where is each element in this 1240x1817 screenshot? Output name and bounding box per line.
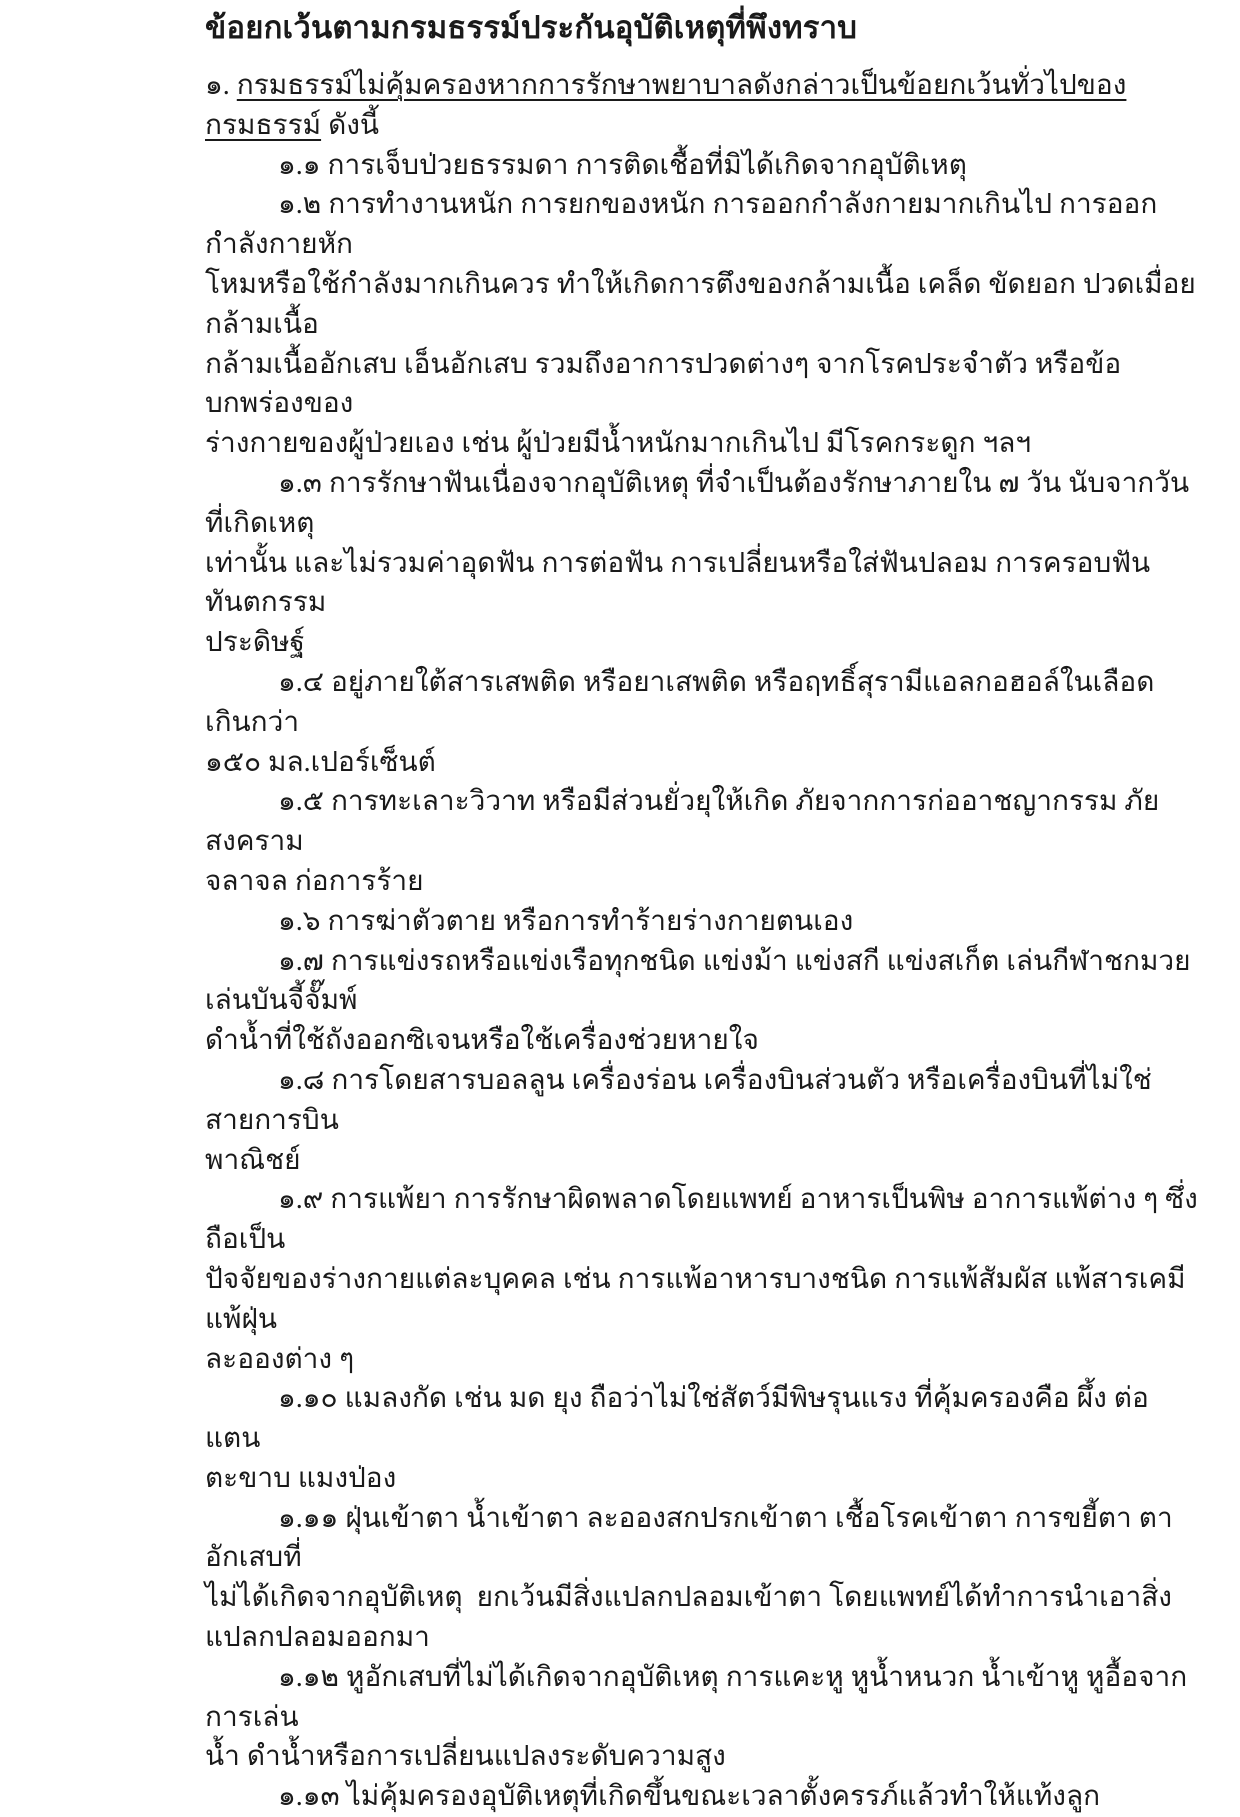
item-text-line: ๑.๑๓ ไม่คุ้มครองอุบัติเหตุที่เกิดขึ้นขณะเวลาตั้งครรภ์แล้วทำให้แท้งลูก [278,1781,1101,1813]
item-text-line: โหมหรือใช้กำลังมากเกินควร ทำให้เกิดการตึงของกล้ามเนื้อ เคล็ด ขัดยอก ปวดเมื่อยกล้ามเนื้อ [205,268,1196,340]
intro-underlined-text: กรมธรรม์ไม่คุ้มครองหากการรักษาพยาบาลดังกล่าวเป็นข้อยกเว้นทั่วไปของกรมธรรม์ [205,70,1127,141]
item-text-line: ๑.๘ การโดยสารบอลลูน เครื่องร่อน เครื่องบินส่วนตัว หรือเครื่องบินที่ไม่ใช่สายการบิน [205,1064,1152,1136]
exclusion-item-13 [205,1777,1200,1817]
item-text-line: ดำน้ำที่ใช้ถังออกซิเจนหรือใช้เครื่องช่วยหายใจ [205,1025,759,1057]
exclusion-item-12 [205,1658,1200,1777]
item-text-line: ๑.๕ การทะเลาะวิวาท หรือมีส่วนยั่วยุให้เกิด ภัยจากการก่ออาชญากรรม ภัยสงคราม [205,786,1160,858]
exclusion-items-list [205,146,1200,1817]
intro-paragraph [205,66,1200,146]
exclusion-item-2 [205,185,1200,464]
page-title: ข้อยกเว้นตามกรมธรรม์ประกันอุบัติเหตุที่พึงทราบ [205,10,858,45]
item-text-line: พาณิชย์ [205,1144,301,1176]
item-text-line: ๑.๑๑ ฝุ่นเข้าตา น้ำเข้าตา ละอองสกปรกเข้าตา เชื้อโรคเข้าตา การขยี้ตา ตาอักเสบที่ [205,1502,1173,1574]
item-text-line: เท่านั้น และไม่รวมค่าอุดฟัน การต่อฟัน การเปลี่ยนหรือใส่ฟันปลอม การครอบฟัน ทันตกรรม [205,547,1158,619]
exclusion-item-6 [205,902,1200,942]
item-text-line: ๑.๑๐ แมลงกัด เช่น มด ยุง ถือว่าไม่ใช่สัตว์มีพิษรุนแรง ที่คุ้มครองคือ ผึ้ง ต่อ แตน [205,1383,1156,1455]
item-text-line: ๑๕๐ มล.เปอร์เซ็นต์ [205,746,436,778]
exclusion-item-4 [205,663,1200,782]
item-text-line: ๑.๙ การแพ้ยา การรักษาผิดพลาดโดยแพทย์ อาหารเป็นพิษ อาการแพ้ต่าง ๆ ซึ่งถือเป็น [205,1184,1198,1256]
item-text-line: ๑.๗ การแข่งรถหรือแข่งเรือทุกชนิด แข่งม้า แข่งสกี แข่งสเก็ต เล่นกีฬาชกมวย เล่นบันจี้จั๊มพ์ [205,945,1198,1017]
document-body [205,66,1200,1817]
intro-suffix: ดังนี้ [321,109,380,141]
exclusion-item-5 [205,782,1200,901]
item-text-line: ร่างกายของผู้ป่วยเอง เช่น ผู้ป่วยมีน้ำหนักมากเกินไป มีโรคกระดูก ฯลฯ [205,428,1032,460]
exclusion-item-10 [205,1379,1200,1498]
item-text-line: ๑.๓ การรักษาฟันเนื่องจากอุบัติเหตุ ที่จำเป็นต้องรักษาภายใน ๗ วัน นับจากวันที่เกิดเหตุ [205,467,1190,539]
exclusion-item-11 [205,1499,1200,1658]
exclusion-item-9 [205,1180,1200,1379]
item-text-line: กล้ามเนื้ออักเสบ เอ็นอักเสบ รวมถึงอาการปวดต่างๆ จากโรคประจำตัว หรือข้อบกพร่องของ [205,348,1122,420]
item-text-line: ๑.๑ การเจ็บป่วยธรรมดา การติดเชื้อที่มิได้เกิดจากอุบัติเหตุ [278,149,967,181]
item-text-line: ๑.๑๒ หูอักเสบที่ไม่ได้เกิดจากอุบัติเหตุ การแคะหู หูน้ำหนวก น้ำเข้าหู หูอื้อจากการเล่น [205,1661,1188,1733]
item-text-line: ประดิษฐ์ [205,627,305,659]
exclusion-item-8 [205,1061,1200,1180]
exclusion-item-7 [205,942,1200,1061]
item-text-line: ๑.๔ อยู่ภายใต้สารเสพติด หรือยาเสพติด หรือฤทธิ์สุรามีแอลกอฮอล์ในเลือดเกินกว่า [205,666,1155,738]
exclusion-item-1 [205,146,1200,186]
item-text-line: ๑.๒ การทำงานหนัก การยกของหนัก การออกกำลังกายมากเกินไป การออกกำลังกายหัก [205,189,1158,261]
item-text-line: ไม่ได้เกิดจากอุบัติเหตุ ยกเว้นมีสิ่งแปลกปลอมเข้าตา โดยแพทย์ได้ทำการนำเอาสิ่งแปลกปลอมออกมา [205,1582,1172,1654]
exclusion-item-3 [205,464,1200,663]
item-text-line: ละอองต่าง ๆ [205,1343,355,1375]
item-text-line: ปัจจัยของร่างกายแต่ละบุคคล เช่น การแพ้อาหารบางชนิด การแพ้สัมผัส แพ้สารเคมี แพ้ฝุ่น [205,1263,1193,1335]
intro-number: ๑. [205,70,237,101]
item-text-line: ๑.๖ การฆ่าตัวตาย หรือการทำร้ายร่างกายตนเอง [278,905,854,937]
item-text-line: ตะขาบ แมงป่อง [205,1462,397,1494]
item-text-line: น้ำ ดำน้ำหรือการเปลี่ยนแปลงระดับความสูง [205,1741,726,1773]
item-text-line: จลาจล ก่อการร้าย [205,865,424,897]
